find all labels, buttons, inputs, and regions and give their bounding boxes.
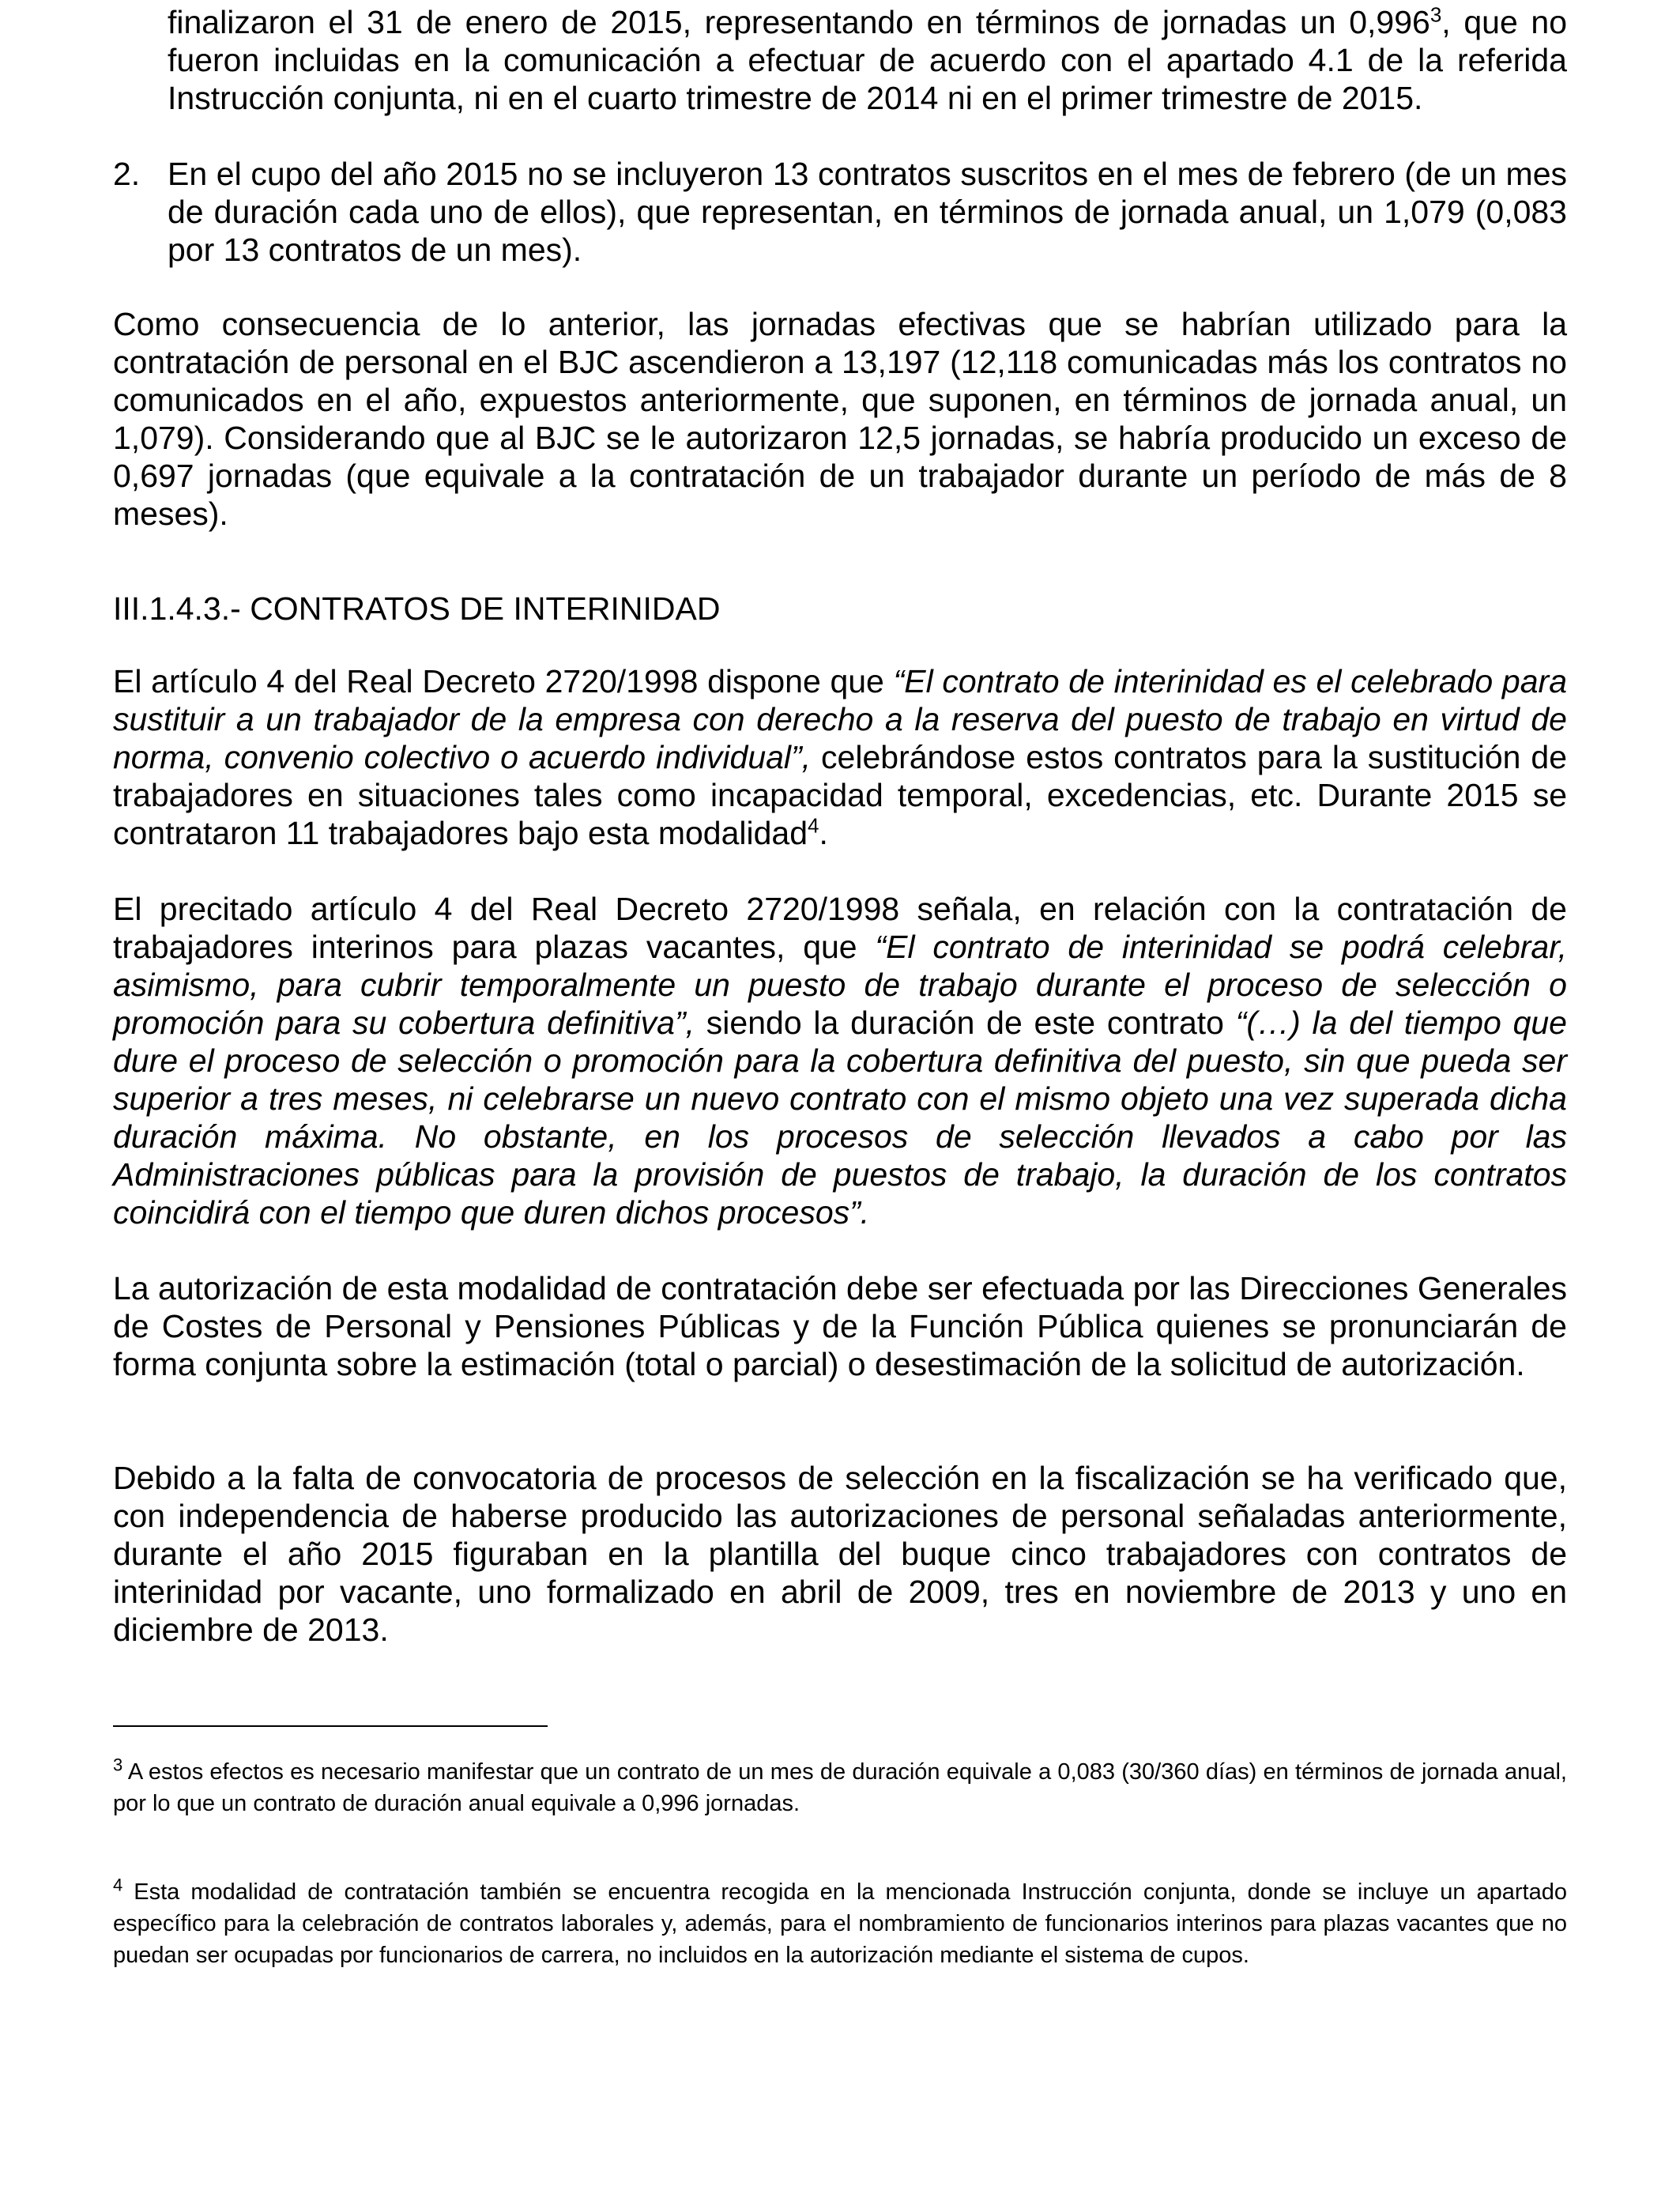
footnote-3-text: A estos efectos es necesario manifestar que un contrato de un mes de duración equivale a 0,083 (30/360 días) en términos de jornada anual, por lo que un contrato de duración anual equivale a 0,996 jornadas. [113, 1759, 1567, 1816]
footnote-separator [113, 1725, 548, 1727]
paragraph-consecuencia: Como consecuencia de lo anterior, las jornadas efectivas que se habrían utilizado para la contratación de personal en el BJC ascendieron a 13,197 (12,118 comunicadas más los contratos no comunicados en el año, expuestos anteriormente, que suponen, en términos de jornada anual, un 1,079). Considerando que al BJC se le autorizaron 12,5 jornadas, se habría producido un exceso de 0,697 jornadas (que equivale a la contratación de un trabajador durante un período de más de 8 meses). [113, 306, 1567, 532]
footnote-marker-4: 4 [113, 1875, 123, 1895]
intro-text: finalizaron el 31 de enero de 2015, representando en términos de jornadas un 0,996 [168, 4, 1430, 40]
paragraph-precitado [113, 890, 1567, 1231]
paragraph-articulo [113, 662, 1567, 852]
articulo-tail: celebrándose estos contratos para la sustitución de trabajadores en situaciones tales como incapacidad temporal, excedencias, etc. Durante 2015 se contrataron 11 trabajadores bajo esta modalidad [113, 739, 1568, 851]
footnote-marker-3: 3 [113, 1755, 123, 1775]
intro-text-after: , que no fueron incluidas en la comunicación a efectuar de acuerdo con el apartado 4.1 de la referida Instrucción conjunta, ni en el cuarto trimestre de 2014 ni en el primer trimestre de 2015. [168, 4, 1567, 116]
precitado-lead: El precitado artículo 4 del Real Decreto 2720/1998 señala, en relación con la contratación de trabajadores interinos para plazas vacantes, que [113, 891, 1567, 965]
footnote-4 [113, 1876, 1567, 1971]
precitado-mid: siendo la duración de este contrato [695, 1005, 1236, 1041]
footnote-3 [113, 1756, 1567, 1819]
section-heading: III.1.4.3.- CONTRATOS DE INTERINIDAD [113, 590, 721, 627]
paragraph-debido: Debido a la falta de convocatoria de procesos de selección en la fiscalización se ha verificado que, con independencia de haberse producido las autorizaciones de personal señaladas anteriormente, durante el año 2015 figuraban en la plantilla del buque cinco trabajadores con contratos de interinidad por vacante, uno formalizado en abril de 2009, tres en noviembre de 2013 y uno en diciembre de 2013. [113, 1460, 1567, 1648]
list-item-text: En el cupo del año 2015 no se incluyeron 13 contratos suscritos en el mes de febrero (de un mes de duración cada uno de ellos), que representan, en términos de jornada anual, un 1,079 (0,083 por 13 contratos de un mes). [168, 156, 1567, 268]
intro-paragraph [168, 3, 1567, 117]
footnote-ref-4[interactable]: 4 [808, 813, 819, 838]
footnote-ref-3[interactable]: 3 [1430, 2, 1442, 27]
articulo-end: . [819, 815, 828, 851]
paragraph-autorizacion: La autorización de esta modalidad de contratación debe ser efectuada por las Direcciones Generales de Costes de Personal y Pensiones Públicas y de la Función Pública quienes se pronunciarán de forma conjunta sobre la estimación (total o parcial) o desestimación de la solicitud de autorización. [113, 1270, 1567, 1382]
footnote-4-text: Esta modalidad de contratación también se encuentra recogida en la mencionada Instrucción conjunta, donde se incluye un apartado específico para la celebración de contratos laborales y, además, para el nombramiento de funcionarios interinos para plazas vacantes que no puedan ser ocupadas por funcionarios de carrera, no incluidos en la autorización mediante el sistema de cupos. [113, 1879, 1567, 1968]
articulo-quote: “El contrato de interinidad es el celebrado para sustituir a un trabajador de la empresa con derecho a la reserva del puesto de trabajo en virtud de norma, convenio colectivo o acuerdo individual”, [113, 663, 1567, 775]
list-item-number: 2. [113, 156, 141, 192]
articulo-lead: El artículo 4 del Real Decreto 2720/1998 dispone que [113, 663, 894, 699]
precitado-quote-1: “El contrato de interinidad se podrá celebrar, asimismo, para cubrir temporalmente un puesto de trabajo durante el proceso de selección o promoción para su cobertura definitiva”, [113, 929, 1567, 1041]
precitado-quote-2: “(…) la del tiempo que dure el proceso de selección o promoción para la cobertura definitiva del puesto, sin que pueda ser superior a tres meses, ni celebrarse un nuevo contrato con el mismo objeto una vez superada dicha duración máxima. No obstante, en los procesos de selección llevados a cabo por las Administraciones públicas para la provisión de puestos de trabajo, la duración de los contratos coincidirá con el tiempo que duren dichos procesos”. [113, 1005, 1567, 1231]
